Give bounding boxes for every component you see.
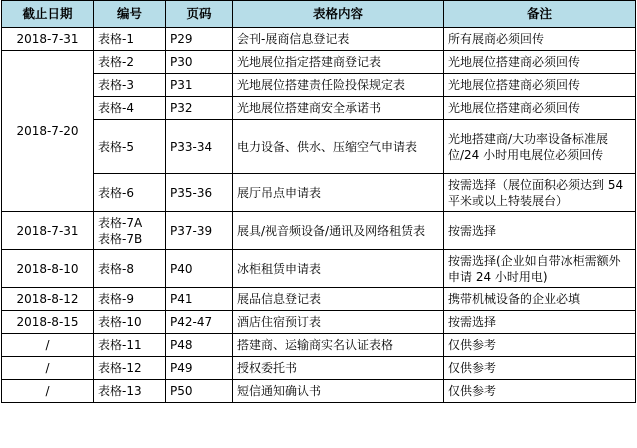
cell-note: 光地搭建商/大功率设备标准展位/24 小时用电展位必须回传 — [444, 120, 636, 174]
cell-number: 表格-13 — [94, 380, 166, 403]
table-row — [2, 334, 636, 357]
cell-page: P49 — [166, 357, 233, 380]
cell-date: 2018-7-31 — [2, 212, 94, 250]
cell-content: 光地展位指定搭建商登记表 — [233, 51, 444, 74]
cell-note: 所有展商必须回传 — [444, 28, 636, 51]
header-note: 备注 — [444, 1, 636, 28]
cell-date: / — [2, 380, 94, 403]
cell-page: P41 — [166, 288, 233, 311]
cell-note: 按需选择(企业如自带冰柜需额外申请 24 小时用电) — [444, 250, 636, 288]
cell-page: P50 — [166, 380, 233, 403]
cell-number: 表格-6 — [94, 174, 166, 212]
cell-number: 表格-1 — [94, 28, 166, 51]
cell-number: 表格-12 — [94, 357, 166, 380]
cell-number: 表格-9 — [94, 288, 166, 311]
table-row — [2, 28, 636, 51]
cell-page: P32 — [166, 97, 233, 120]
cell-note: 光地展位搭建商必须回传 — [444, 51, 636, 74]
table-row — [2, 288, 636, 311]
header-content: 表格内容 — [233, 1, 444, 28]
cell-content: 搭建商、运输商实名认证表格 — [233, 334, 444, 357]
forms-table — [1, 0, 636, 403]
cell-number: 表格-3 — [94, 74, 166, 97]
table-row — [2, 212, 636, 250]
cell-page: P48 — [166, 334, 233, 357]
table-row — [2, 74, 636, 97]
cell-date: 2018-7-31 — [2, 28, 94, 51]
cell-number: 表格-11 — [94, 334, 166, 357]
cell-number: 表格-10 — [94, 311, 166, 334]
cell-note: 仅供参考 — [444, 334, 636, 357]
cell-date: 2018-8-12 — [2, 288, 94, 311]
cell-number: 表格-4 — [94, 97, 166, 120]
table-row — [2, 250, 636, 288]
cell-content: 授权委托书 — [233, 357, 444, 380]
table-row — [2, 120, 636, 174]
cell-content: 冰柜租赁申请表 — [233, 250, 444, 288]
header-deadline: 截止日期 — [2, 1, 94, 28]
cell-note: 仅供参考 — [444, 380, 636, 403]
cell-page: P31 — [166, 74, 233, 97]
table-row — [2, 357, 636, 380]
cell-note: 按需选择 — [444, 212, 636, 250]
cell-note: 按需选择（展位面积必须达到 54 平米或以上特装展台） — [444, 174, 636, 212]
cell-date: 2018-7-20 — [2, 51, 94, 212]
table-row — [2, 97, 636, 120]
cell-note: 光地展位搭建商必须回传 — [444, 97, 636, 120]
cell-content: 展品信息登记表 — [233, 288, 444, 311]
cell-number-line: 表格-7B — [98, 231, 143, 246]
cell-number-line: 表格-7A — [98, 215, 143, 230]
cell-number: 表格-2 — [94, 51, 166, 74]
cell-content: 光地展位搭建商安全承诺书 — [233, 97, 444, 120]
table-row — [2, 51, 636, 74]
cell-note: 光地展位搭建商必须回传 — [444, 74, 636, 97]
cell-content: 短信通知确认书 — [233, 380, 444, 403]
cell-number: 表格-5 — [94, 120, 166, 174]
table-row — [2, 311, 636, 334]
cell-page: P35-36 — [166, 174, 233, 212]
cell-page: P29 — [166, 28, 233, 51]
table-row — [2, 380, 636, 403]
cell-date: / — [2, 334, 94, 357]
cell-page: P33-34 — [166, 120, 233, 174]
cell-date: 2018-8-10 — [2, 250, 94, 288]
table-header-row — [2, 1, 636, 28]
cell-page: P30 — [166, 51, 233, 74]
cell-content: 电力设备、供水、压缩空气申请表 — [233, 120, 444, 174]
cell-note: 按需选择 — [444, 311, 636, 334]
header-number: 编号 — [94, 1, 166, 28]
cell-content: 酒店住宿预订表 — [233, 311, 444, 334]
cell-page: P37-39 — [166, 212, 233, 250]
cell-page: P40 — [166, 250, 233, 288]
cell-page: P42-47 — [166, 311, 233, 334]
cell-content: 会刊-展商信息登记表 — [233, 28, 444, 51]
cell-date: 2018-8-15 — [2, 311, 94, 334]
forms-table-container — [1, 0, 635, 403]
cell-content: 展厅吊点申请表 — [233, 174, 444, 212]
header-page: 页码 — [166, 1, 233, 28]
cell-number: 表格-8 — [94, 250, 166, 288]
table-row — [2, 174, 636, 212]
cell-note: 携带机械设备的企业必填 — [444, 288, 636, 311]
cell-number — [94, 212, 166, 250]
cell-content: 光地展位搭建责任险投保规定表 — [233, 74, 444, 97]
cell-note: 仅供参考 — [444, 357, 636, 380]
cell-content: 展具/视音频设备/通讯及网络租赁表 — [233, 212, 444, 250]
cell-date: / — [2, 357, 94, 380]
